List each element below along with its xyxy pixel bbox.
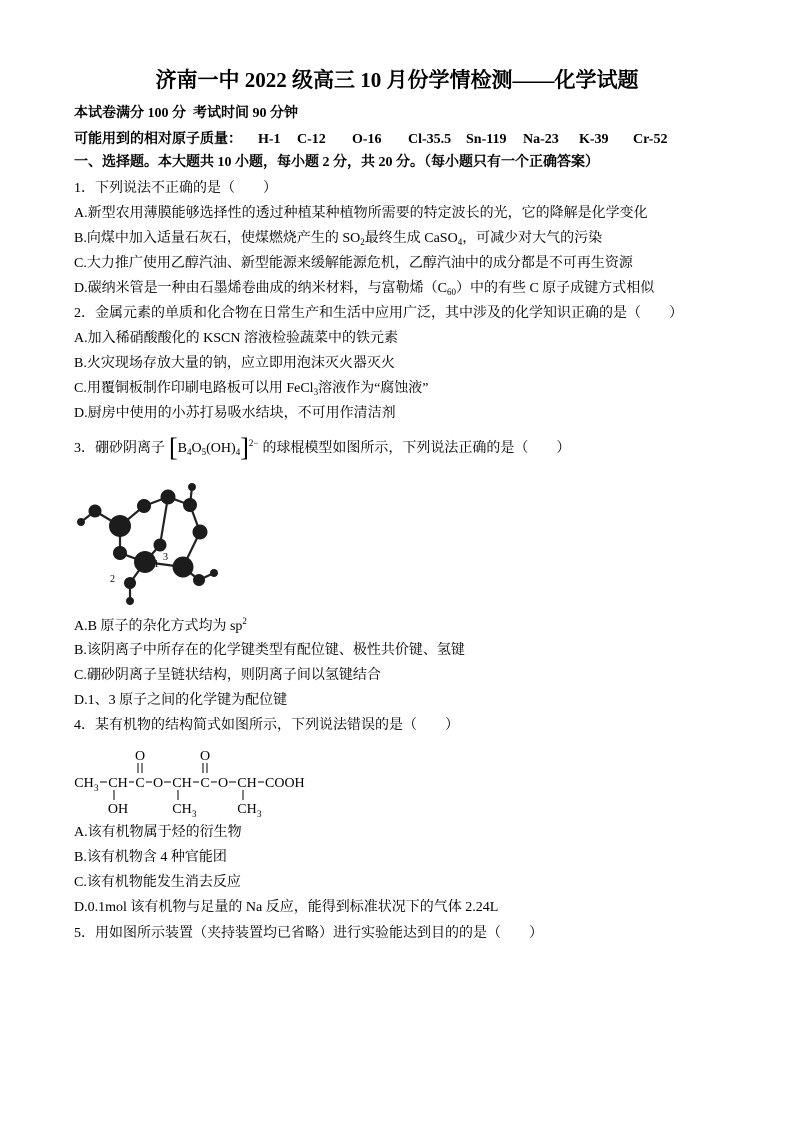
q5-stem: 5．用如图所示装置（夹持装置均已省略）进行实验能达到目的的是（ ） [74, 926, 543, 941]
q4-stem: 4．某有机物的结构简式如图所示，下列说法错误的是（ ） [74, 718, 459, 733]
q2-stem: 2．金属元素的单质和化合物在日常生产和生活中应用广泛，其中涉及的化学知识正确的是（ ） [74, 306, 683, 321]
atom-o [113, 546, 127, 560]
atom-b [109, 515, 131, 537]
q2-option-d: D.厨房中使用的小苏打易吸水结块，不可用作清洁剂 [74, 406, 396, 421]
chain-ch-2: CH [108, 776, 128, 791]
formula-b-count: 4 [187, 447, 192, 457]
q4-option-d: D.0.1mol 该有机物与足量的 Na 反应，能得到标准状况下的气体 2.24L [74, 900, 499, 915]
chain-cooh: COOH [265, 776, 305, 791]
chain-c-2: C [200, 776, 210, 791]
q1-b-sub-1: 2 [360, 237, 365, 247]
chain-ch-4: CH [237, 776, 257, 791]
carbonyl-o-2: O [199, 749, 211, 764]
chain-o-2: O [217, 776, 229, 791]
mass-na: Na-23 [523, 132, 559, 147]
atom-label-1: 1 [154, 559, 159, 570]
score-time-line: 本试卷满分 100 分 考试时间 90 分钟 [74, 106, 298, 121]
q3-option-a [74, 617, 247, 637]
formula-o: O [191, 441, 202, 456]
q3-option-d: D.1、3 原子之间的化学键为配位键 [74, 693, 288, 708]
borate-formula [169, 433, 259, 462]
q4-option-a: A.该有机物属于烃的衍生物 [74, 825, 242, 840]
mass-o: O-16 [352, 132, 382, 147]
q3-stem [74, 433, 571, 462]
mass-cl: Cl-35.5 [408, 132, 452, 147]
mass-h: H-1 [258, 132, 281, 147]
atom-o-3 [154, 539, 167, 552]
organic-structure-formula [70, 740, 320, 825]
formula-b: B [177, 441, 188, 456]
q1-d-sub-1: 60 [446, 287, 456, 297]
atom-b [173, 557, 194, 578]
q3-stem-pre: 3．硼砂阴离子 [74, 441, 165, 456]
mass-cr: Cr-52 [633, 132, 668, 147]
section-heading: 一、选择题。本大题共 10 小题，每小题 2 分，共 20 分。（每小题只有一个正确答案） [74, 155, 599, 170]
mass-sn: Sn-119 [466, 132, 507, 147]
carbonyl-o-1: O [134, 749, 146, 764]
q4-option-c: C.该有机物能发生消去反应 [74, 875, 241, 890]
formula-o-count: 5 [201, 447, 207, 457]
q3-a-text-1: A.B 原子的杂化方式均为 sp [74, 619, 243, 634]
q3-a-sup-1: 2 [242, 616, 247, 626]
atom-label-2: 2 [110, 574, 115, 585]
branch-ch3-subscript-1: 3 [192, 809, 197, 819]
atom-h [188, 483, 196, 491]
atom-o [193, 574, 205, 586]
chain-ch-1: CH [74, 776, 94, 791]
branch-ch3-subscript-2: 3 [257, 809, 262, 819]
q2-option-b: B.火灾现场存放大量的钠，应立即用泡沫灭火器灭火 [74, 356, 395, 371]
atom-o [137, 499, 151, 513]
q4-option-b: B.该有机物含 4 种官能团 [74, 850, 227, 865]
formula-oh-count: 4 [235, 447, 241, 457]
chain-o-1: O [152, 776, 164, 791]
atom-o [161, 490, 176, 505]
atom-o [193, 525, 208, 540]
atom-label-3: 3 [163, 552, 168, 563]
q3-option-b: B.该阴离子中所存在的化学键类型有配位键、极性共价键、氢键 [74, 643, 465, 658]
mass-label: 可能用到的相对原子质量： [74, 132, 242, 147]
q1-b-text-1: B.向煤中加入适量石灰石，使煤燃烧产生的 SO [74, 231, 361, 246]
q1-option-a: A.新型农用薄膜能够选择性的透过种植某种植物所需要的特定波长的光，它的降解是化学变化 [74, 206, 648, 221]
chain-c-1: C [135, 776, 145, 791]
atom-h [210, 569, 218, 577]
chain-ch-3: CH [172, 776, 192, 791]
q2-option-c [74, 379, 429, 399]
mass-c: C-12 [297, 132, 326, 147]
q1-b-text-2: 最终生成 CaSO [364, 231, 458, 246]
atom-o-2 [124, 577, 136, 589]
formula-right-bracket: ] [240, 433, 249, 462]
q2-c-sub-1: 3 [313, 387, 319, 397]
q3-option-c: C.硼砂阴离子呈链状结构，则阴离子间以氢键结合 [74, 668, 381, 683]
atom-h [126, 597, 134, 605]
q1-d-text-1: D.碳纳米管是一种由石墨烯卷曲成的纳米材料，与富勒烯（C [74, 281, 447, 296]
q1-stem: 1．下列说法不正确的是（ ） [74, 181, 277, 196]
formula-oh: (OH) [206, 441, 236, 456]
q3-stem-post: 的球棍模型如图所示，下列说法正确的是（ ） [262, 441, 571, 456]
q1-option-b [74, 229, 602, 249]
q1-option-d [74, 279, 654, 299]
formula-charge: 2− [248, 438, 259, 448]
q1-option-c: C.大力推广使用乙醇汽油、新型能源来缓解能源危机，乙醇汽油中的成分都是不可再生资源 [74, 256, 633, 271]
branch-ch-2: CH [237, 802, 257, 817]
q1-b-sub-2: 4 [457, 237, 463, 247]
q1-b-text-3: ，可减少对大气的污染 [462, 231, 603, 246]
atom-b-1 [134, 551, 156, 573]
q2-c-text-1: C.用覆铜板制作印刷电路板可以用 FeCl [74, 381, 314, 396]
chain-ch3-subscript: 3 [94, 783, 99, 793]
atom-h [77, 518, 85, 526]
branch-oh: OH [107, 802, 129, 817]
borate-ball-stick-model [70, 475, 230, 610]
page-title: 济南一中 2022 级高三 10 月份学情检测——化学试题 [155, 68, 639, 92]
q2-c-text-2: 溶液作为“腐蚀液” [318, 381, 429, 396]
atom-o [89, 505, 102, 518]
atom-o [183, 498, 197, 512]
q2-option-a: A.加入稀硝酸酸化的 KSCN 溶液检验蔬菜中的铁元素 [74, 331, 398, 346]
mass-k: K-39 [579, 132, 609, 147]
formula-left-bracket: [ [169, 433, 178, 462]
branch-ch-1: CH [172, 802, 192, 817]
q1-d-text-2: ）中的有些 C 原子成键方式相似 [455, 281, 655, 296]
